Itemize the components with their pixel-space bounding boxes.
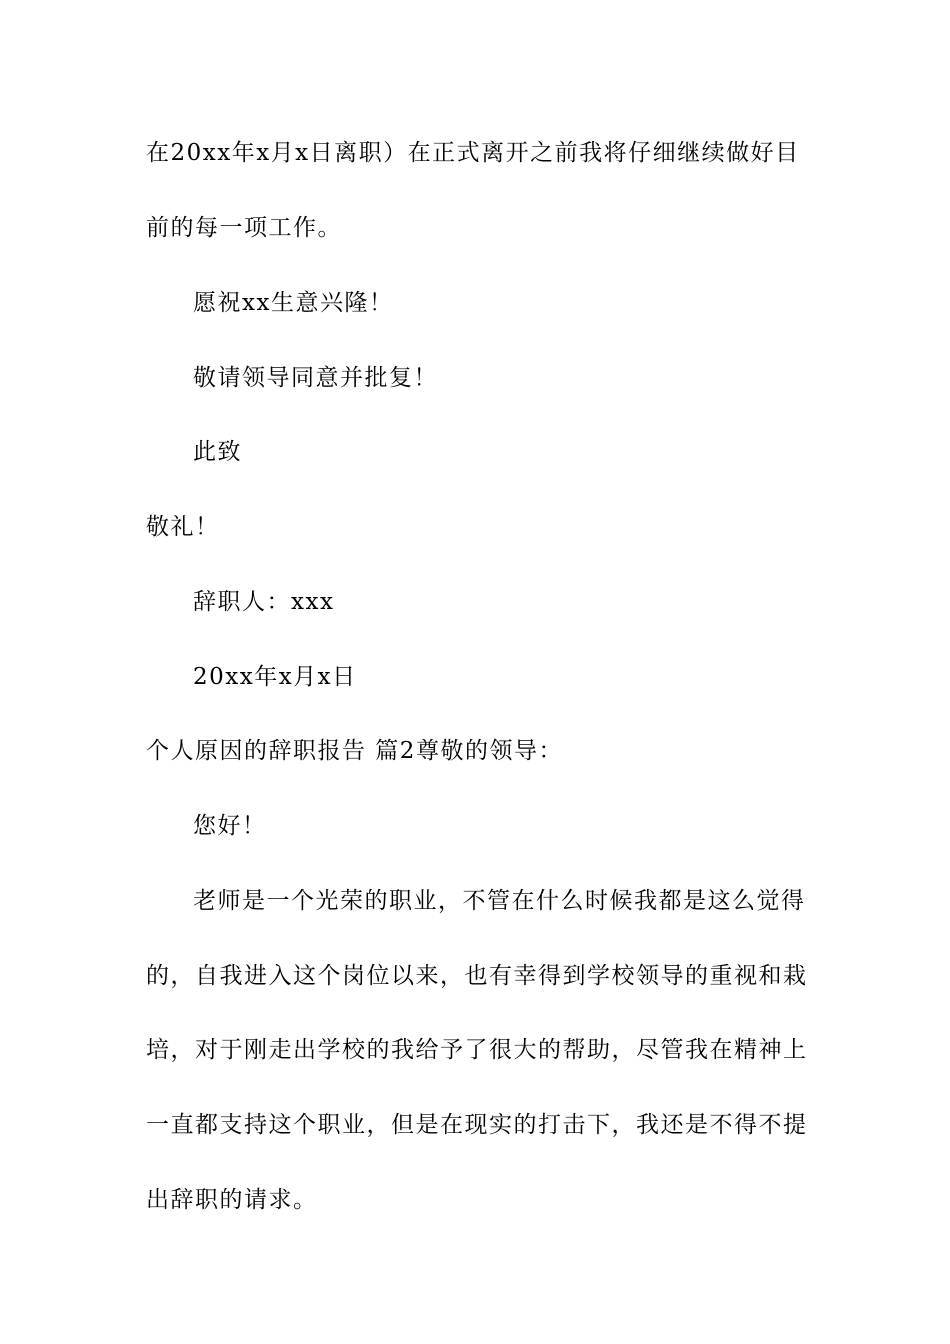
- paragraph-line: 老师是一个光荣的职业，不管在什么时候我都是这么觉得: [193, 888, 806, 914]
- paragraph-line: 前的每一项工作。: [146, 215, 342, 241]
- paragraph-line: 培，对于刚走出学校的我给予了很大的帮助，尽管我在精神上: [146, 1037, 808, 1063]
- paragraph-line: 的，自我进入这个岗位以来，也有幸得到学校领导的重视和栽: [146, 963, 808, 989]
- greeting-line: 您好！: [193, 813, 267, 839]
- paragraph-line: 出辞职的请求。: [146, 1187, 318, 1213]
- paragraph-line: 一直都支持这个职业，但是在现实的打击下，我还是不得不提: [146, 1112, 808, 1138]
- section-heading: 个人原因的辞职报告 篇2尊敬的领导：: [146, 738, 563, 764]
- closing-wish: 愿祝xx生意兴隆！: [193, 290, 394, 316]
- paragraph-line: 在20xx年x月x日离职）在正式离开之前我将仔细继续做好目: [146, 140, 800, 166]
- date-line: 20xx年x月x日: [193, 664, 357, 690]
- salutation-regards: 敬礼！: [146, 514, 220, 540]
- signature-line: 辞职人：xxx: [193, 589, 335, 615]
- request-line: 敬请领导同意并批复！: [193, 365, 438, 391]
- salutation-line: 此致: [193, 439, 242, 465]
